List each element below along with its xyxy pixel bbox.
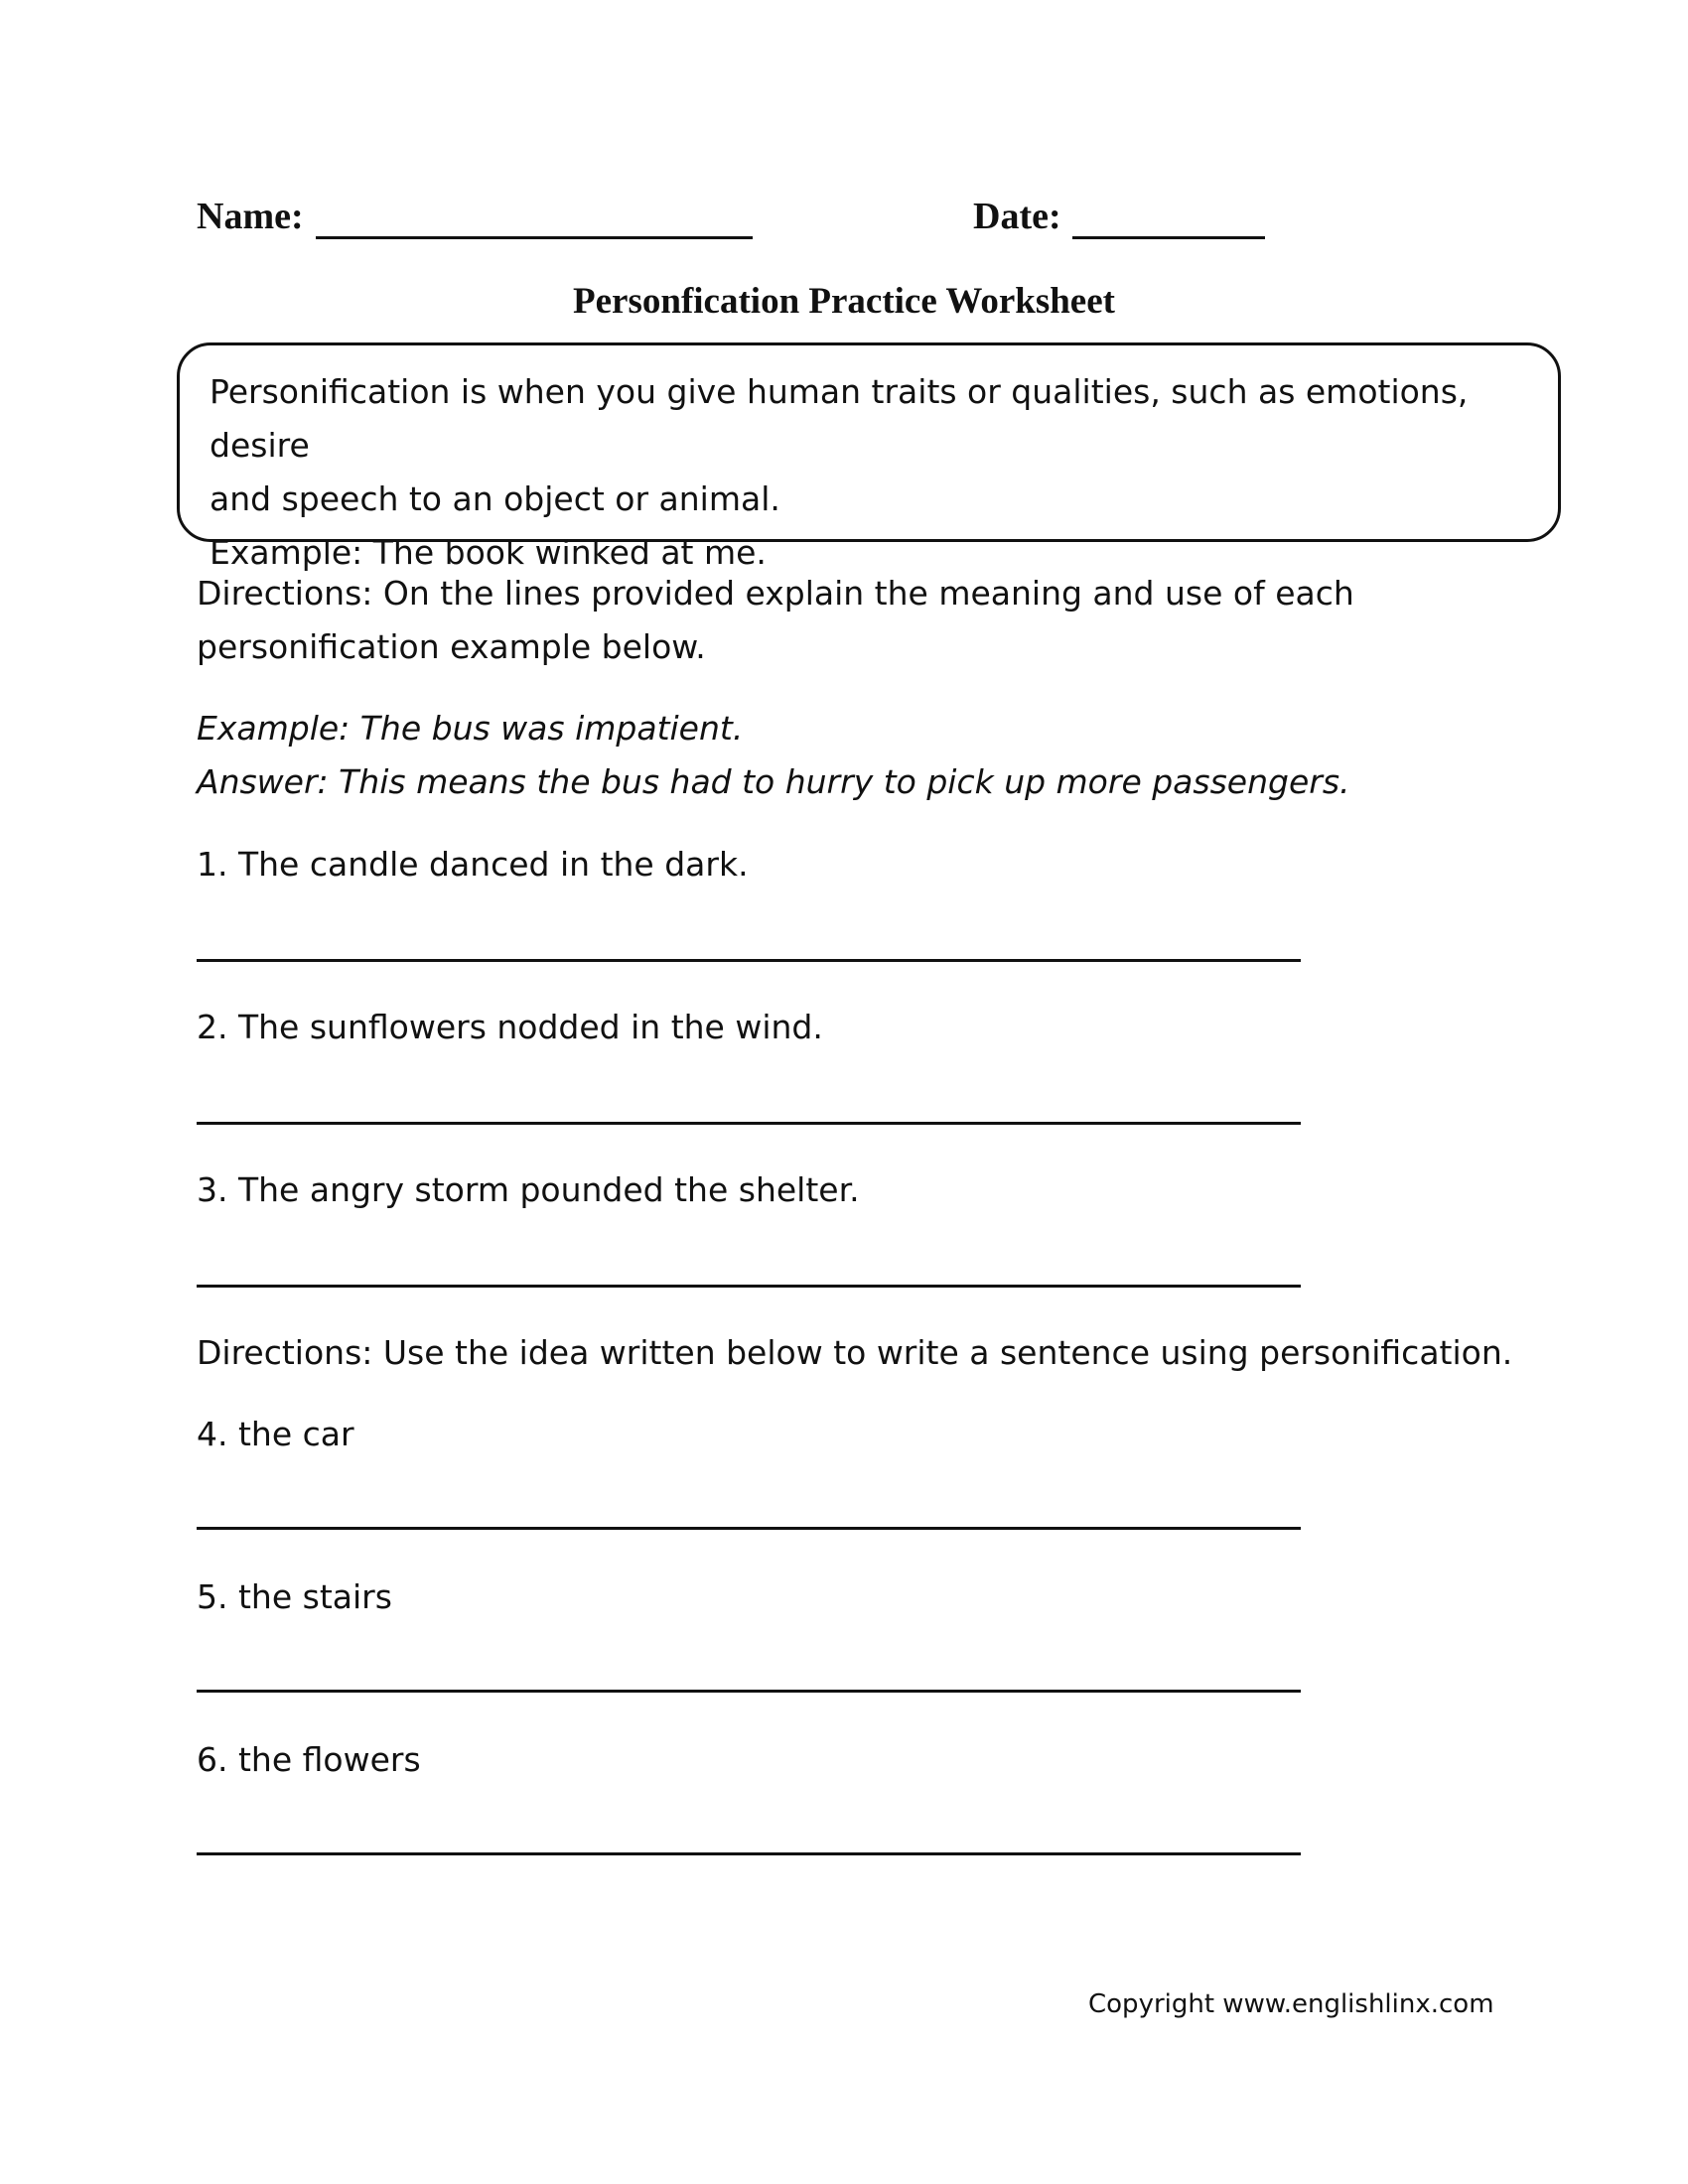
answer-line-6[interactable] <box>197 1852 1301 1855</box>
name-label: Name: <box>197 196 304 237</box>
definition-line-1: Personification is when you give human traits or qualities, such as emotions, desire <box>210 372 1469 465</box>
question-6: 6. the flowers <box>197 1740 421 1779</box>
worked-example <box>197 702 1350 809</box>
name-field[interactable] <box>316 236 753 239</box>
definition-box <box>177 342 1561 572</box>
answer-line-5[interactable] <box>197 1690 1301 1693</box>
directions-1-line-2: personification example below. <box>197 627 706 666</box>
question-2: 2. The sunflowers nodded in the wind. <box>197 1008 823 1046</box>
definition-line-2: and speech to an object or animal. <box>210 479 780 518</box>
page-title: Personfication Practice Worksheet <box>573 281 1115 322</box>
example-answer: Answer: This means the bus had to hurry to pick up more passengers. <box>197 762 1350 801</box>
date-label: Date: <box>973 196 1061 237</box>
definition-text <box>210 365 1540 580</box>
example-sentence: Example: The bus was impatient. <box>197 709 744 748</box>
question-5: 5. the stairs <box>197 1577 392 1616</box>
copyright-notice: Copyright www.englishlinx.com <box>1088 1989 1494 2019</box>
question-1: 1. The candle danced in the dark. <box>197 845 749 884</box>
answer-line-3[interactable] <box>197 1285 1301 1288</box>
date-field[interactable] <box>1072 236 1265 239</box>
directions-2: Directions: Use the idea written below to write a sentence using personification. <box>197 1333 1513 1372</box>
answer-line-1[interactable] <box>197 959 1301 962</box>
answer-line-4[interactable] <box>197 1527 1301 1530</box>
question-4: 4. the car <box>197 1415 354 1453</box>
question-3: 3. The angry storm pounded the shelter. <box>197 1170 860 1209</box>
directions-1 <box>197 567 1354 674</box>
definition-example: Example: The book winked at me. <box>210 533 767 572</box>
answer-line-2[interactable] <box>197 1122 1301 1125</box>
directions-1-line-1: Directions: On the lines provided explain the meaning and use of each <box>197 574 1354 613</box>
